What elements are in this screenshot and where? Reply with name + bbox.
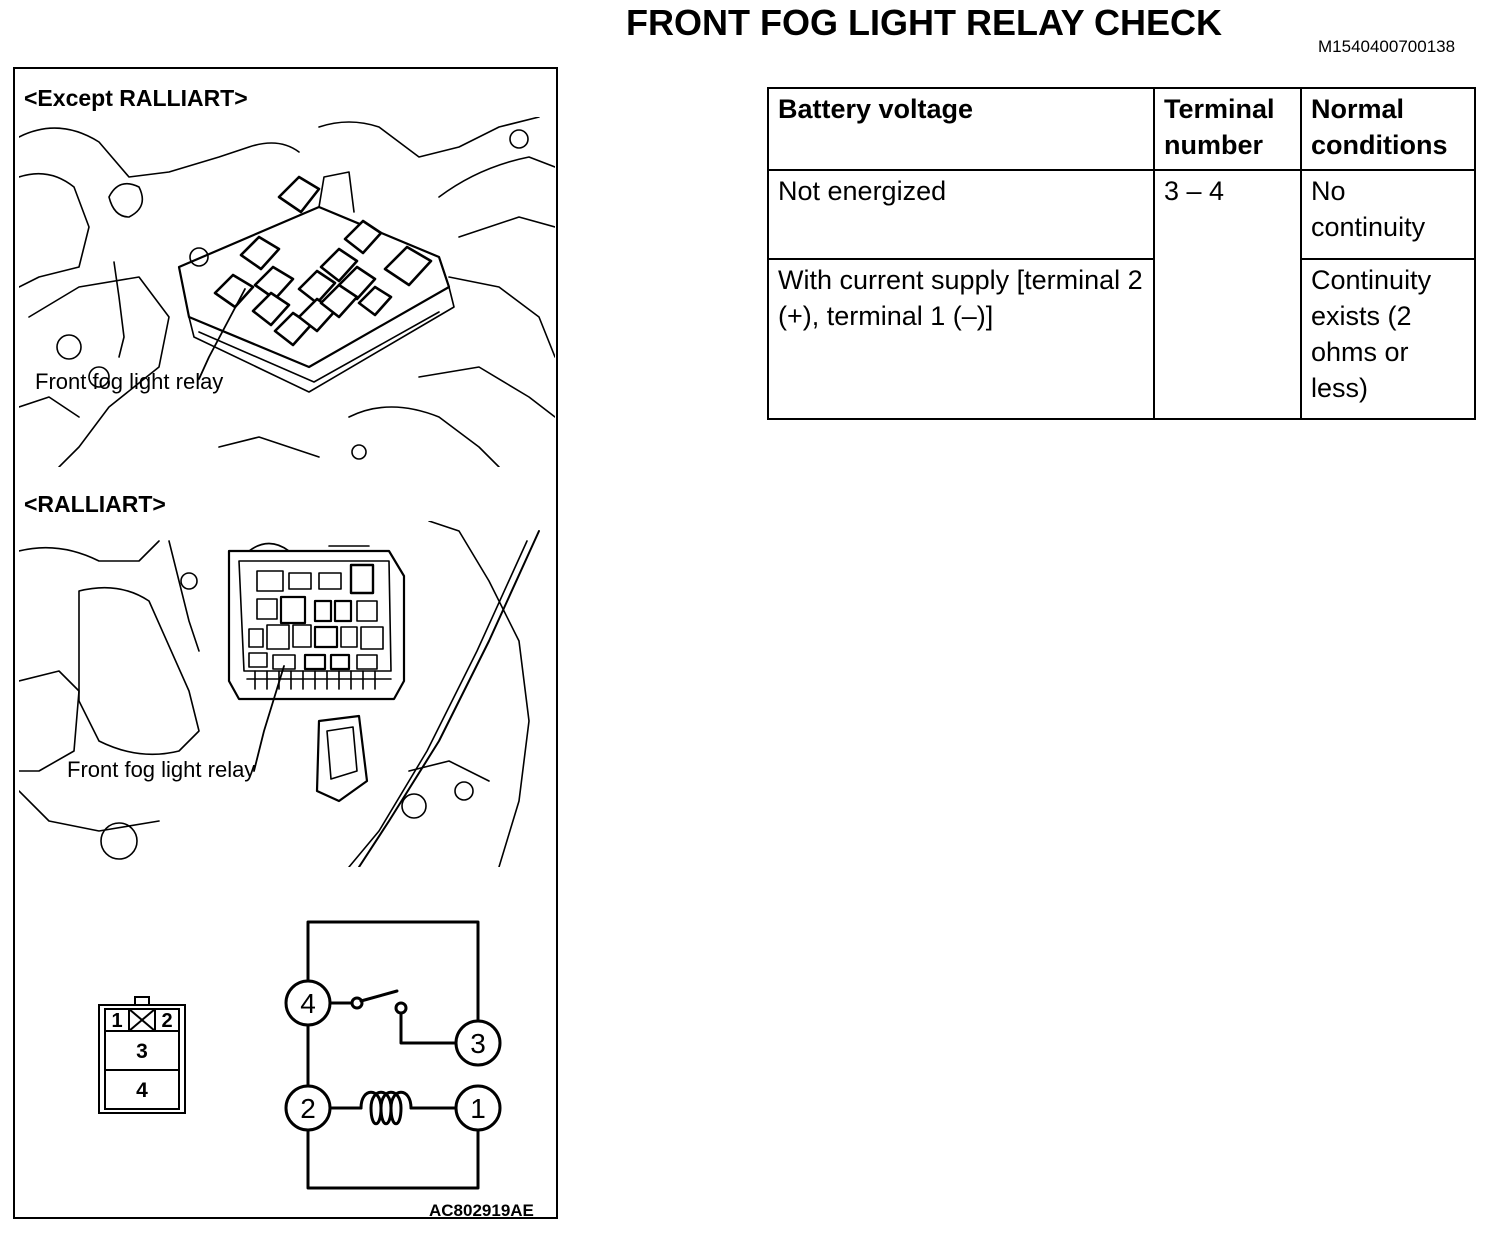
connector-pin-4: 4 bbox=[136, 1079, 148, 1102]
header-normal-conditions: Normal conditions bbox=[1301, 88, 1475, 170]
page-title: FRONT FOG LIGHT RELAY CHECK bbox=[626, 2, 1223, 43]
schematic-terminal-2: 2 bbox=[300, 1093, 316, 1124]
header-terminal-number: Terminal number bbox=[1154, 88, 1301, 170]
panel2-caption: <RALLIART> bbox=[24, 491, 166, 517]
table-row bbox=[768, 259, 1475, 419]
connector-pin-2: 2 bbox=[161, 1010, 173, 1032]
table-row bbox=[768, 170, 1475, 259]
cell-battery-voltage: Not energized bbox=[768, 170, 1154, 259]
relay-box-drawing-except-ralliart bbox=[19, 117, 555, 467]
header-battery-voltage: Battery voltage bbox=[768, 88, 1154, 170]
schematic-terminal-1: 1 bbox=[470, 1093, 486, 1124]
table-header-row bbox=[768, 88, 1475, 170]
schematic-terminal-3: 3 bbox=[470, 1028, 486, 1059]
panel1-relay-callout: Front fog light relay bbox=[35, 369, 224, 394]
panel2-relay-callout: Front fog light relay bbox=[67, 757, 256, 782]
relay-check-table bbox=[767, 87, 1476, 420]
cell-normal-conditions: No continuity bbox=[1301, 170, 1475, 259]
figure-code: AC802919AE bbox=[429, 1201, 534, 1219]
relay-schematic bbox=[277, 917, 509, 1195]
relay-figure bbox=[13, 67, 558, 1219]
connector-pin-1: 1 bbox=[111, 1010, 123, 1032]
relay-box-drawing-ralliart bbox=[19, 521, 555, 867]
connector-pin-3: 3 bbox=[136, 1040, 148, 1063]
panel1-caption: <Except RALLIART> bbox=[24, 85, 248, 111]
document-id: M1540400700138 bbox=[1318, 37, 1456, 56]
cell-battery-voltage: With current supply [terminal 2 (+), terminal 1 (–)] bbox=[768, 259, 1154, 419]
schematic-terminal-4: 4 bbox=[300, 988, 316, 1019]
cell-terminal-number: 3 – 4 bbox=[1154, 170, 1301, 419]
relay-connector-diagram bbox=[97, 995, 187, 1117]
cell-normal-conditions: Continuity exists (2 ohms or less) bbox=[1301, 259, 1475, 419]
